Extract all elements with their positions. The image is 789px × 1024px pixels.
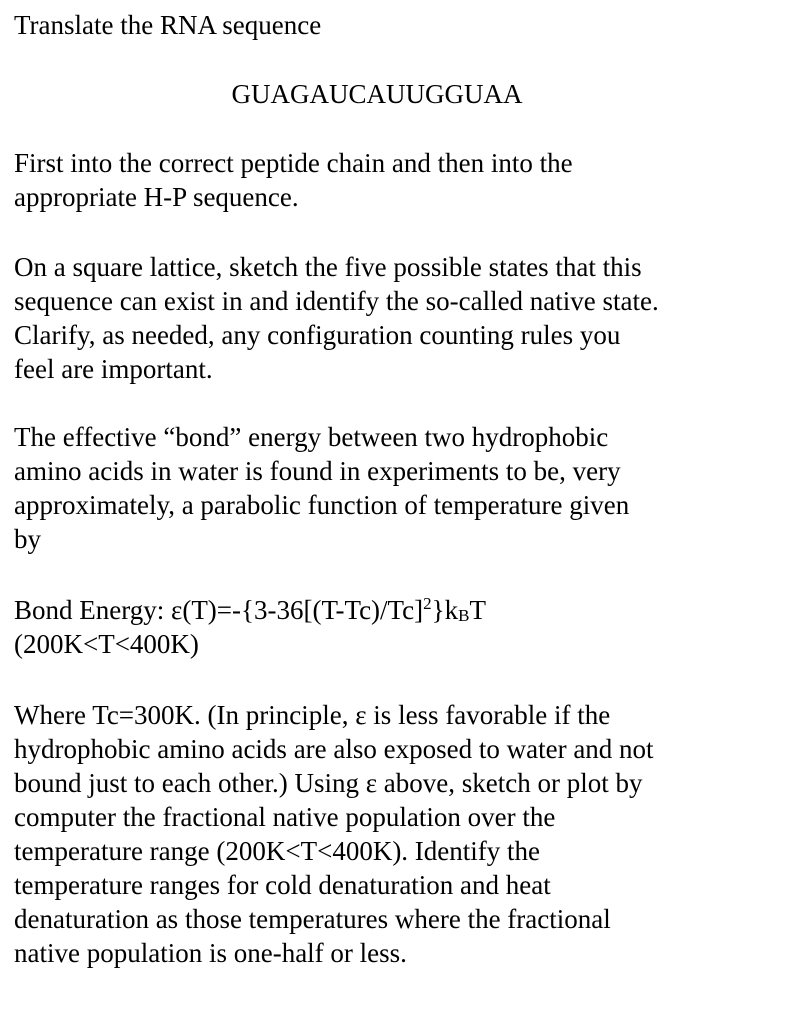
intro-text: Translate the RNA sequence: [14, 10, 322, 40]
paragraph-native-population: [14, 698, 654, 970]
paragraph-line: amino acids in water is found in experiments to be, very: [14, 456, 621, 486]
paragraph-translation: [14, 146, 573, 214]
paragraph-line: The effective “bond” energy between two hydrophobic: [14, 422, 609, 452]
paragraph-line: hydrophobic amino acids are also exposed to water and not: [14, 734, 654, 764]
equation-block: [14, 593, 486, 661]
equation-exponent: 2: [423, 594, 432, 613]
rna-sequence: GUAGAUCAUUGGUAA: [231, 79, 523, 109]
equation-middle: }k: [431, 595, 459, 625]
paragraph-line: Where Tc=300K. (In principle, ε is less favorable if the: [14, 700, 611, 730]
paragraph-line: approximately, a parabolic function of temperature given: [14, 490, 630, 520]
equation-subscript: B: [458, 606, 470, 625]
paragraph-line: computer the fractional native population over the: [14, 802, 556, 832]
paragraph-line: temperature ranges for cold denaturation and heat: [14, 870, 551, 900]
paragraph-bond-energy: [14, 420, 629, 556]
paragraph-lattice: [14, 250, 659, 386]
paragraph-line: On a square lattice, sketch the five possible states that this: [14, 252, 642, 282]
equation-suffix: T: [469, 595, 486, 625]
paragraph-line: appropriate H-P sequence.: [14, 182, 299, 212]
equation-range: (200K<T<400K): [14, 629, 199, 659]
paragraph-line: denaturation as those temperatures where the fractional: [14, 904, 611, 934]
equation-line: [14, 593, 486, 627]
paragraph-line: feel are important.: [14, 354, 213, 384]
paragraph-line: native population is one-half or less.: [14, 938, 407, 968]
paragraph-line: First into the correct peptide chain and then into the: [14, 148, 573, 178]
paragraph-line: Clarify, as needed, any configuration counting rules you: [14, 320, 621, 350]
paragraph-line: temperature range (200K<T<400K). Identify the: [14, 836, 541, 866]
paragraph-line: by: [14, 524, 41, 554]
paragraph-line: sequence can exist in and identify the so-called native state.: [14, 286, 659, 316]
equation-prefix: Bond Energy: ε(T)=-{3-36[(T-Tc)/Tc]: [14, 595, 424, 625]
paragraph-line: bound just to each other.) Using ε above, sketch or plot by: [14, 768, 643, 798]
